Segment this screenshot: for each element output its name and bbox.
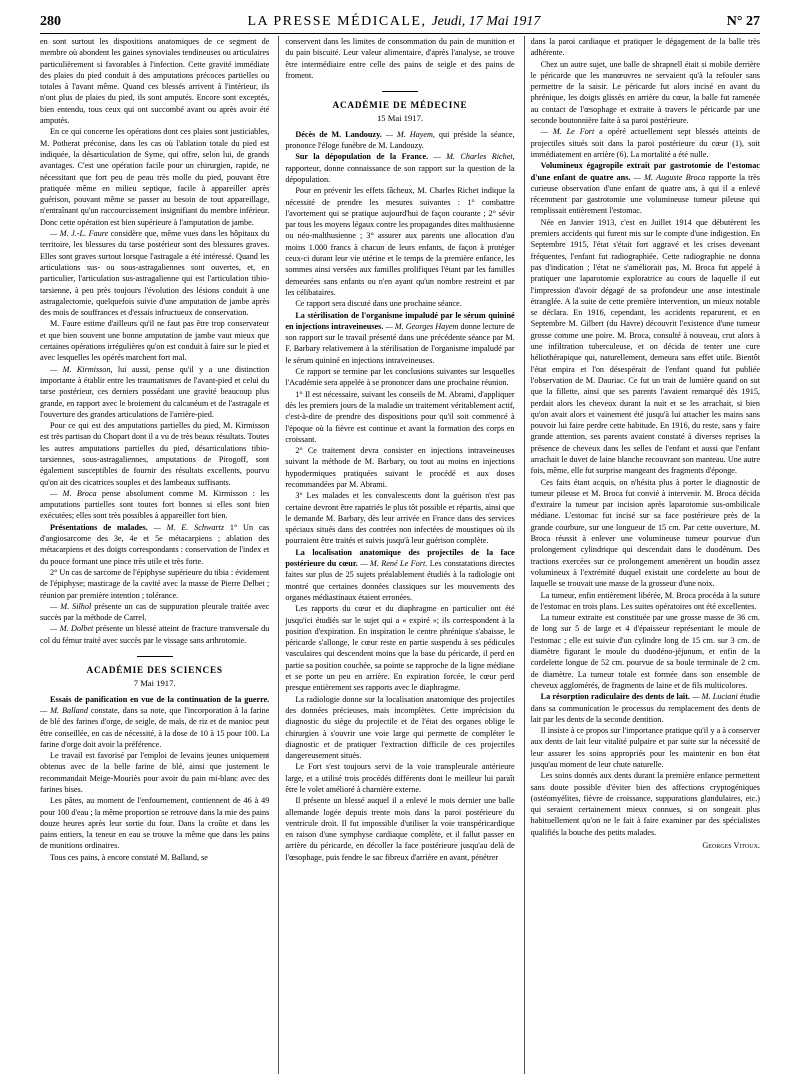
- issue-number: N° 27: [726, 14, 760, 29]
- speaker: — M. Georges Hayem: [383, 321, 459, 331]
- section-date: 15 Mai 1917.: [376, 113, 424, 124]
- paragraph: La tumeur extraite est constituée par une grosse masse de 36 cm. de long sur 5 de large et 4 d'épaisseur représentant le moule de l'estomac ; elle est suivie d'un cylindre long de 15 cm. sur 3 cm. de diamètre figurant le moule du duodéno-jéjunum, et enfin de la cordelette longue de 52 cm. pourvue de sa boule terminale de 2 cm. de diamètre. La tumeur totale est formée dans son ensemble de cheveux agglomérés, de fragments de laine et de fils multicolores.: [530, 613, 760, 690]
- subsection-title: Présentations de malades.: [50, 522, 148, 532]
- speaker: — M. Balland: [40, 705, 88, 715]
- journal-title: [247, 14, 540, 30]
- subsection-title: La stérilisation de l'organisme impaludé par le sérum quininé en injections intraveineuses.: [285, 310, 515, 331]
- paragraph: La stérilisation de l'organisme impaludé par le sérum quininé en injections intraveineuses. — M. Georges Hayem donne lecture de son rapport sur le travail présenté dans une précédente séance par M. F. Barbary relativement à la stérilisation de l'organisme impaludé par le sérum quininé en injections intraveineuses.: [285, 310, 515, 365]
- paragraph: — M. Le Fort a opéré actuellement sept blessés atteints de projectiles situés soit dans la paroi postérieure du cœur (1), soit immédiatement en arrière (6). La mortalité a été nulle.: [530, 127, 760, 159]
- speaker: — M. Le Fort: [540, 127, 595, 137]
- subsection-title: Décès de M. Landouzy.: [295, 129, 382, 139]
- speaker: — M. René Le Fort.: [357, 559, 428, 569]
- paragraph: M. Faure estime d'ailleurs qu'il ne faut pas être trop conservateur et que bien souvent une bonne amputation de jambe vaut mieux que certaines opérations irrégulières qu'on est conduit à faire sur le pied et avec lesquelles les opérés marchent fort mal.: [40, 319, 270, 363]
- column-3: [524, 36, 760, 1074]
- speaker: — M. Auguste Broca: [630, 172, 706, 182]
- paragraph: 2° Un cas de sarcome de l'épiphyse supérieure du tibia : évidement de l'épiphyse; masticage de la cavité avec la masse de Pierre Delbet ; réunion par première intention ; tolérance.: [40, 567, 270, 600]
- paragraph: Présentations de malades. — M. E. Schwartz 1° Un cas d'angiosarcome des 3e, 4e et 5e métacarpiens ; ablation des métacarpiens et des doigts correspondants : conservation de l'index et du pouce formant une pince très utile et très forte.: [40, 522, 270, 566]
- paragraph: 2° Ce traitement devra consister en injections intraveineuses suivant la méthode de M. Barbary, ou tout au moins en injections hypodermiques pratiquées suivant le procédé et aux doses recommandées par M. Abrami.: [285, 446, 515, 489]
- paragraph: Sur la dépopulation de la France. — M. Charles Richet, rapporteur, donne connaissance de son rapport sur la question de la dépopulation.: [285, 152, 515, 184]
- paragraph: — M. Silhol présente un cas de suppuration pleurale traitée avec succès par la méthode de Carrel.: [40, 601, 270, 623]
- section-heading: [40, 656, 269, 690]
- author-signature: Georges Vitoux.: [702, 841, 760, 851]
- speaker: — M. E. Schwartz: [147, 522, 225, 532]
- paragraph: 1° Il est nécessaire, suivant les conseils de M. Abrami, d'appliquer dès les premiers jours de la maladie un traitement véritablement actif, c'est-à-dire de prendre des dispositions pour qu'il soit commencé à l'époque où la fièvre est continue et avant la formation des corps en croissant.: [285, 389, 515, 444]
- subsection-title: Volumineux égagropile extrait par gastrotomie de l'estomac d'une enfant de quatre ans.: [530, 161, 760, 182]
- speaker: — M. Hayem,: [381, 129, 435, 139]
- paragraph: Pour en prévenir les effets fâcheux, M. Charles Richet indique la nécessité de prendre les mesures suivantes : 1° combattre l'avortement qui se pratique aujourd'hui de façon courante ; 2° sévir par tous les moyens légaux contre les propagandes dites malthusienne ou néo-malthusienne ; 3° assurer aux parents une allocation d'au moins 1.000 francs à chacun de leurs enfants, de façon à protéger ceux-ci durant leur vie utérine et le temps de la première enfance, les sommes ainsi versées aux familles prolifiques l'étant par les familles demeurées sans enfants ou n'en ayant qu'un nombre restreint et par les célibataires.: [285, 186, 515, 297]
- section-title: ACADÉMIE DE MÉDECINE: [332, 100, 468, 111]
- subsection-title: Sur la dépopulation de la France.: [295, 152, 429, 162]
- paragraph: Le travail est favorisé par l'emploi de levains jeunes uniquement obtenus avec de la belle farine de blé, ainsi que justement le recommandait Meige-Mouriès pour avoir du pain mi-blanc avec des farines bises.: [40, 751, 270, 794]
- paragraph: — M. Broca pense absolument comme M. Kirmisson : les amputations partielles sont toutes fort bonnes si elles sont bien exécutées; elles sont très possibles à appareiller fort bien.: [40, 488, 270, 521]
- paragraph: La tumeur, enfin entièrement libérée, M. Broca procéda à la suture de l'estomac en trois plans. Les suites opératoires ont été excellentes.: [530, 590, 760, 611]
- paragraph: Ce rapport sera discuté dans une prochaine séance.: [295, 299, 462, 309]
- divider: [382, 91, 418, 92]
- speaker: — M. Broca: [50, 488, 97, 498]
- page-number: 280: [40, 14, 61, 29]
- speaker: — M. Kirmisson,: [50, 364, 113, 374]
- page-header: [40, 8, 760, 34]
- column-2: [278, 36, 514, 1074]
- paragraph: La radiologie donne sur la localisation anatomique des projectiles des données précieuses, mais incomplètes. Cette imprécision du diagnostic du siège du projectile et de l'état des organes oblige le chirurgien à s'ouvrir une voie large qui permette de compléter le diagnostic et de pratiquer l'extraction difficile de ces projectiles dangereusement situés.: [285, 694, 515, 761]
- paragraph: Les rapports du cœur et du diaphragme en particulier ont été jusqu'ici étudiés sur le sujet qui a « expiré »; ils correspondent à la position d'expiration. En inspiration le centre phrénique s'abaisse, le péricarde s'allonge, le cœur reste en partie suspendu à ses pédicules vasculaires qui descendent moins que la base du péricarde, il perd en partie sa position couchée, sa pointe se rapproche de la ligne médiane et se porte un peu en arrière. En expiration forcée, le cœur perd presque entièrement ses rapports avec le diaphragme.: [285, 604, 515, 693]
- paragraph: La résorption radiculaire des dents de lait. — M. Luciani étudie dans sa communication le processus du remplacement des dents de lait par les dents de la seconde dentition.: [530, 692, 760, 724]
- paragraph: — M. Dolbet présente un blessé atteint de fracture transversale du col du fémur traité avec succès par le vissage sans arthrotomie.: [40, 624, 270, 645]
- paragraph: Les pâtes, au moment de l'enfournement, contiennent de 46 à 49 pour 100 d'eau ; la même proportion se retrouve dans la mie des pains douze heures après leur sortie du four. Dans la croûte et dans les pains entiers, la teneur en eau se trouve la même que dans les pains de munitions ordinaires.: [40, 796, 270, 851]
- paragraph: conservent dans les limites de consommation du pain de munition et du pain biscuité. Leur valeur alimentaire, d'après l'analyse, se trouve être intermédiaire entre celle des pains de seigle et des pains de froment.: [285, 37, 515, 80]
- paragraph: Les soins donnés aux dents durant la première enfance permettent sans doute possible d'éviter bien des affections cryptogéniques (ostéomyélites, fièvre de croissance, suppurations glandulaires, etc.) qui seraient certainement mieux connues, si on songeait plus habituellement qu'on ne le fait à faire examiner par des spécialistes qualifiés la bouche des petits malades.: [530, 771, 760, 837]
- speaker: — M. Silhol: [50, 601, 92, 611]
- paragraph: En ce qui concerne les opérations dont ces plaies sont justiciables, M. Potherat préconise, dans les cas où l'ablation totale du pied est indiquée, la désarticulation de Syme, qui offre, selon lui, de grands avantages. C'est une opération facile pour un chirurgien, rapide, ne nécessitant que fort peu de peau très molle du pied, pouvant être pratiquée même en milieu septique, facile à appareiller après guérison, pouvant même se passer au besoin de tout appareillage, n'entraînant qu'un raccourcissement insignifiant du membre inférieur. Donc cette opération est bien supérieure à l'amputation de jambe.: [40, 127, 270, 227]
- speaker: — M. Dolbet: [50, 624, 94, 634]
- column-1: [40, 36, 269, 1074]
- issue-date: Jeudi, 17 Mai 1917: [431, 14, 541, 29]
- subsection-title: La localisation anatomique des projectiles de la face postérieure du cœur.: [285, 547, 515, 569]
- paragraph: Volumineux égagropile extrait par gastrotomie de l'estomac d'une enfant de quatre ans. — M. Auguste Broca rapporte la très curieuse observation d'une enfant de quatre ans, à qui il a enlevé récemment par gastrotomie une volumineuse tumeur pileuse qui remplissait entièrement l'estomac.: [530, 161, 760, 216]
- article-columns: [40, 36, 760, 1074]
- speaker: — M. J.-L. Faure: [50, 229, 109, 239]
- paragraph: Essais de panification en vue de la continuation de la guerre. — M. Balland constate, dans sa note, que l'incorporation à la farine de blé des farines d'orge, de seigle, de maïs, de riz et de manioc peut être conseillée, en cas de nécessité, à la dose de 10 à 15 pour 100. La farine d'orge doit avoir la préférence.: [40, 694, 270, 749]
- paragraph: Décès de M. Landouzy. — M. Hayem, qui préside la séance, prononce l'éloge funèbre de M. Landouzy.: [285, 129, 515, 151]
- section-title: ACADÉMIE DES SCIENCES: [86, 665, 223, 676]
- subsection-title: Essais de panification en vue de la continuation de la guerre.: [50, 694, 270, 704]
- paragraph: Pour ce qui est des amputations partielles du pied, M. Kirmisson est très partisan du Chopart dont il a vu de très beaux résultats. Toutes les autres amputations partielles du pied, désarticulations tibio-tarsiennes, sous-astragaliennes, amputations de Pirogoff, sont également susceptibles de fournir des résultats excellents, pourvu qu'on ait des cicatrices souples et des lambeaux suffisants.: [40, 421, 270, 487]
- speaker: — M. Charles Richet,: [428, 152, 515, 162]
- speaker: — M. Luciani: [689, 692, 738, 702]
- paragraph: Ces faits étant acquis, on n'hésita plus à porter le diagnostic de tumeur pileuse et M. Broca fut convié à intervenir. M. Broca décida d'extraire la tumeur par incision après laparotomie sus-ombilicale médiane. L'estomac fut incisé sur sa face postérieure près de la grande courbure, sur une longueur de 15 cm. Par cette ouverture, M. Broca réussit à enlever une volumineuse tumeur pourvue d'un prolongement cylindrique qui descendait dans le duodénum. Des tractions exercées sur ce prolongement amenèrent un boudin assez volumineux à l'extrémité duquel existait une cordelette au bout de laquelle se trouvait une masse de la grosseur d'une noix.: [530, 477, 760, 589]
- paragraph: — M. Kirmisson, lui aussi, pense qu'il y a une distinction importante à établir entre les traumatismes de l'avant-pied et celui du tarse postérieur, ces derniers possédant une gravité beaucoup plus grande, en rapport avec le broiement du calcanéum et de l'astragale et l'ouverture des grandes articulations de l'arrière-pied.: [40, 364, 270, 419]
- subsection-title: La résorption radiculaire des dents de lait.: [540, 692, 690, 702]
- paragraph: Née en Janvier 1913, c'est en Juillet 1914 que débutèrent les premiers accidents qui furent mis sur le compte d'une indigestion. En Septembre 1915, l'état s'était fort aggravé et les crises devenant fréquentes, l'enfant fut radiographiée. Cette radiographie ne donna pas d'indication ; l'état ne s'améliorait pas, M. Broca fut appelé à pratiquer une laparotomie exploratrice au cours de laquelle il eut l'impression d'avoir dégagé de sa profondeur une anse intestinale étranglée. A la suite de cette première intervention, un mieux notable se déclara. En 1916, cependant, les accidents reparurent, et en Septembre M. Gilbert (du Havre) découvrit l'existence d'une tumeur grosse comme une poire. M. Broca, consulté à nouveau, crut alors à une infiltration tuberculeuse, et on décida de tenter une cure héliothérapique qui, naturellement, demeura sans effet utile. Bientôt l'état empira et l'on désespérait de l'enfant quand fut publiée l'observation de M. Dauriac. Ce fut un trait de lumière quand on sut que la fillette, ainsi que ses parents l'avaient remarqué dès 1915, perdait alors les cheveux durant la nuit et se les arrachait, si bien qu'on avait alors et vainement été jusqu'à lui attacher les mains sans pouvoir lui faire perdre cette habitude. En 1916, du reste, sans y faire grande attention, ses parents avaient constaté à diverses reprises la présence de cheveux dans les selles de l'enfant et aussi que l'enfant arrachait le duvet de laine blanche recouvrant son manteau. Une autre fois, même, elle fut surprise mangeant des fragments d'éponge.: [530, 217, 760, 476]
- divider: [137, 656, 173, 657]
- paragraph: Tous ces pains, à encore constaté M. Balland, se: [50, 852, 208, 862]
- paragraph: dans la paroi cardiaque et pratiquer le dégagement de la balle très adhérente.: [530, 37, 760, 58]
- section-heading: [285, 91, 514, 125]
- journal-name: LA PRESSE MÉDICALE,: [247, 14, 427, 29]
- paragraph: Le Fort s'est toujours servi de la voie transpleurale antérieure large, et a utilisé trois procédés différents dont le meilleur lui paraît être le volet amélioré à charnière externe.: [285, 762, 515, 794]
- paragraph: Il insiste à ce propos sur l'importance pratique qu'il y a à conserver aux dents de lait leur vitalité pulpaire et par suite sur la nécessité de leur assurer les soins appropriés pour les maintenir en bon état jusqu'au moment de leur chute naturelle.: [530, 726, 760, 769]
- section-date: 7 Mai 1917.: [133, 678, 176, 689]
- paragraph: 3° Les malades et les convalescents dont la guérison n'est pas certaine devront être rapatriés le plus tôt possible et répartis, ainsi que le demande M. Barbary, dès leur arrivée en France dans des services spéciaux situés dans des contrées non infectées de moustiques où ils pourraient être traités et suivis jusqu'à leur guérison complète.: [285, 491, 515, 546]
- paragraph: — M. J.-L. Faure considère que, même vues dans les hôpitaux du territoire, les blessures du tarse postérieur sont des blessures graves. Elles sont graves surtout lorsque l'astragale a été intéressé. Quand les articulations sus- ou sous-astragaliennes sont ouvertes, et, en particulier, l'articulation sus-astragalienne qui est l'articulation tibio-tarsienne, à peu près toujours l'évolution des lésions conduit à une astragalectomie, quelquefois suivie d'une amputation de jambe après des mois de souffrances et d'essais infructueux de conservation.: [40, 229, 270, 318]
- paragraph: La localisation anatomique des projectiles de la face postérieure du cœur. — M. René Le Fort. Les constatations directes faites sur plus de 25 sujets préalablement étudiés à la radiologie ont montré que certaines données classiques sur les mouvements des organes médiastinaux étaient erronées.: [285, 547, 515, 602]
- paragraph: en sont surtout les dispositions anatomiques de ce segment de membre où abondent les gaines synoviales tendineuses ou articulaires particulièrement si favorables à l'infection. Cette gravité immédiate des plaies du pied conduit à des amputations précoces partielles ou totales à l'avant même. Quand ces blessés arrivent à l'intérieur, ils n'ont plus de plaies du pied, ils sont amputés. Encore sont exceptés, bien entendu, tous ceux qui ont succombé avant ou après avoir été amputés.: [40, 37, 270, 126]
- paragraph: Il présente un blessé auquel il a enlevé le mois dernier une balle allemande logée depuis trente mois dans la paroi postérieure du ventricule droit. Il fut impossible d'utiliser la voie transpéricardique en raison d'une symphyse cardiaque complète, et il fallut passer en arrière du péricarde, en décoller la face postérieure jusqu'au delà de l'œsophage, puis fendre le sac fibreux d'arrière en avant, pénétrer: [285, 796, 515, 862]
- paragraph: Ce rapport se termine par les conclusions suivantes sur lesquelles l'Académie sera appelée à se prononcer dans une prochaine réunion.: [285, 367, 515, 388]
- paragraph: Chez un autre sujet, une balle de shrapnell était si mobile derrière le péricarde que les manœuvres ne servaient qu'à la refouler sans permettre de la saisir. Le péricarde fut alors incisé en avant du phrénique, les doigts glissés en arrière du cœur, la balle fut ramenée au contact de l'œsophage et extraite à travers le péricarde par une seconde boutonnière faite à sa paroi postérieure.: [530, 59, 760, 126]
